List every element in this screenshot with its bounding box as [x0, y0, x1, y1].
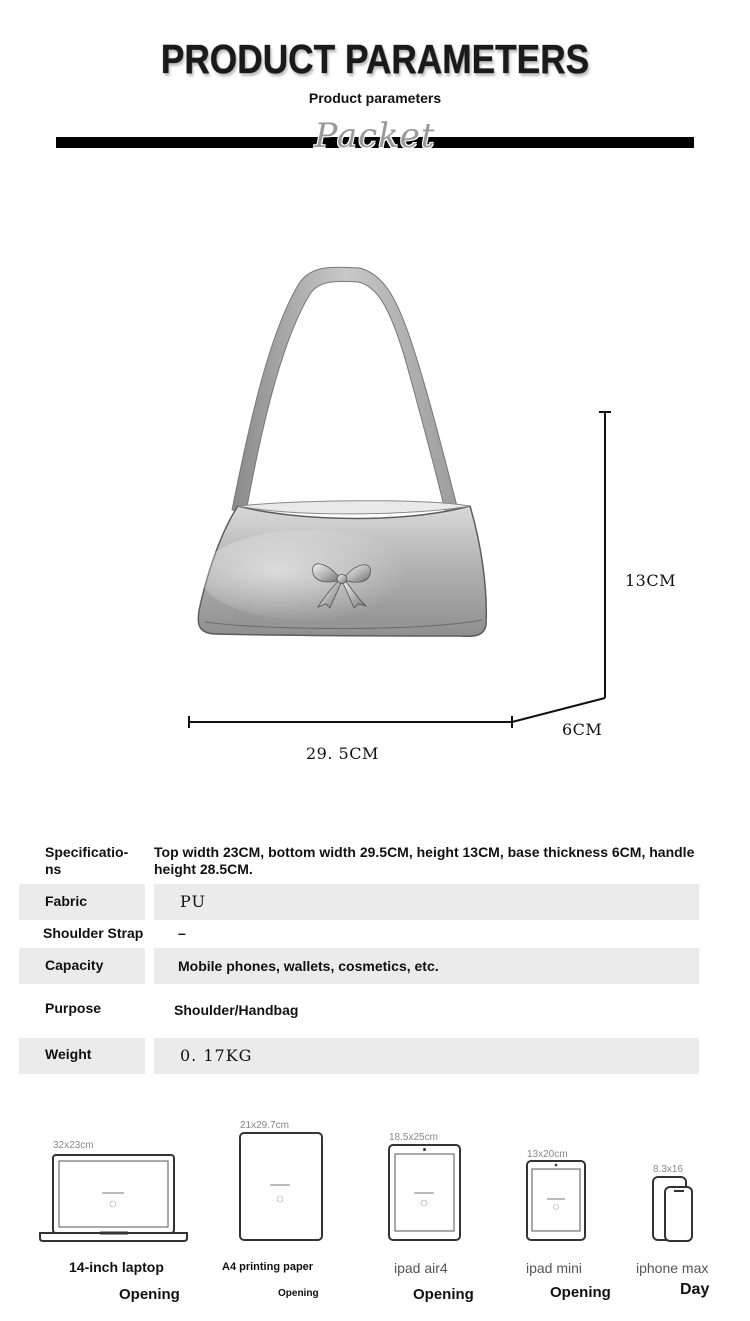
ipad-mini-name: ipad mini	[526, 1260, 583, 1276]
spec-row-bg	[154, 884, 699, 920]
iphone-name: iphone max	[636, 1260, 709, 1276]
laptop-opening: Opening	[119, 1286, 180, 1303]
device-icons	[0, 1121, 750, 1321]
ipad-mini-icon	[527, 1161, 585, 1240]
ipad-air-icon	[389, 1145, 460, 1240]
spec-value-capacity: Mobile phones, wallets, cosmetics, etc.	[178, 958, 439, 974]
ipad-mini-size: 13x20cm	[527, 1149, 568, 1160]
bag-strap	[232, 267, 458, 514]
paper-name: A4 printing paper	[222, 1261, 314, 1273]
spec-label-shoulder-strap: Shoulder Strap	[43, 925, 144, 941]
ipad-air-size: 18.5x25cm	[389, 1132, 438, 1143]
laptop-name: 14-inch laptop	[69, 1259, 164, 1275]
paper-icon	[240, 1133, 322, 1240]
depth-label: 6CM	[562, 720, 603, 739]
spec-value-shoulder-strap: –	[178, 925, 186, 941]
ipad-mini-opening: Opening	[550, 1284, 611, 1301]
laptop-icon	[40, 1155, 187, 1241]
spec-value-fabric: PU	[180, 892, 206, 911]
spec-value-weight: 0. 17KG	[180, 1046, 253, 1065]
spec-label-weight: Weight	[45, 1046, 92, 1062]
width-label: 29. 5CM	[306, 744, 379, 763]
ipad-air-opening: Opening	[413, 1286, 474, 1303]
ipad-air-name: ipad air4	[394, 1260, 448, 1276]
spec-value-purpose: Shoulder/Handbag	[174, 1002, 299, 1018]
laptop-size: 32x23cm	[53, 1140, 94, 1151]
spec-label-fabric: Fabric	[45, 893, 88, 909]
iphone-size: 8.3x16	[653, 1164, 684, 1175]
page-title: PRODUCT PARAMETERS	[160, 36, 590, 82]
spec-label-capacity: Capacity	[45, 957, 104, 973]
page-subtitle: Product parameters	[308, 90, 442, 106]
paper-size: 21x29.7cm	[240, 1120, 289, 1131]
height-label: 13CM	[625, 571, 676, 590]
spec-value-specifications: Top width 23CM, bottom width 29.5CM, height 13CM, base thickness 6CM, handle height 28.5CM.	[154, 844, 695, 877]
spec-label-specifications: Specificatio- ns	[45, 844, 129, 877]
iphone-opening: Day	[680, 1281, 710, 1298]
script-word: Packet	[314, 116, 436, 156]
paper-opening: Opening	[278, 1288, 319, 1299]
spec-label-purpose: Purpose	[45, 1000, 102, 1016]
iphone-icon	[653, 1177, 692, 1241]
